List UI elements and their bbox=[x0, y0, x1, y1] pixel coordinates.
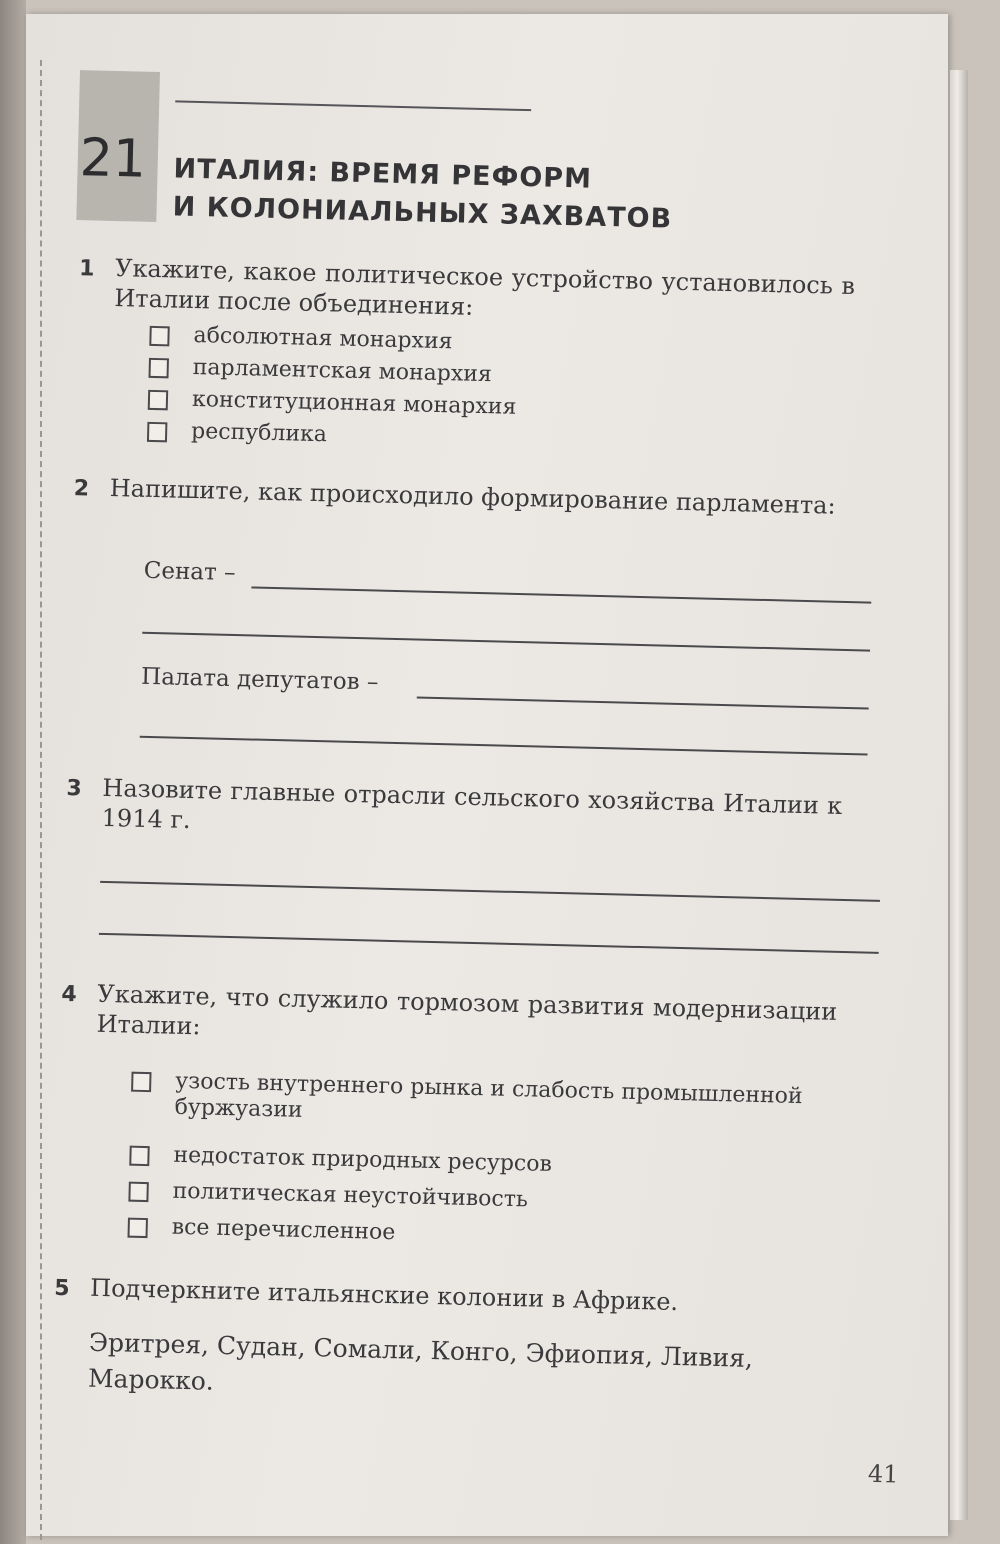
option-label: республика bbox=[190, 418, 328, 448]
cut-line bbox=[40, 60, 42, 1540]
checkbox[interactable] bbox=[131, 1072, 151, 1092]
option-label: недостаток природных ресурсов bbox=[173, 1142, 553, 1177]
option-label: абсолютная монархия bbox=[193, 322, 453, 355]
option-label: узость внутреннего рынка и слабость промышленной буржуазии bbox=[174, 1068, 803, 1123]
senate-label: Сенат – bbox=[143, 557, 236, 587]
question-number: 5 bbox=[53, 1275, 70, 1302]
book-spine bbox=[0, 0, 26, 1544]
option-label: все перечисленное bbox=[171, 1214, 396, 1246]
checkbox[interactable] bbox=[127, 1218, 147, 1238]
checkbox[interactable] bbox=[129, 1146, 149, 1166]
checkbox[interactable] bbox=[147, 422, 167, 442]
lesson-number: 21 bbox=[79, 128, 147, 190]
question-text: Укажите, какое политическое устройство установилось в Италии после объединения: bbox=[114, 254, 856, 321]
question-text: Подчеркните итальянские колонии в Африке. bbox=[89, 1273, 679, 1317]
checkbox[interactable] bbox=[149, 326, 169, 346]
question-number: 3 bbox=[66, 775, 83, 802]
option-label: политическая неустойчивость bbox=[172, 1178, 529, 1213]
question-number: 2 bbox=[73, 476, 90, 502]
question-text: Напишите, как происходило формирование парламента: bbox=[109, 473, 836, 520]
checkbox[interactable] bbox=[128, 1182, 148, 1202]
lesson-title-line-2: И КОЛОНИАЛЬНЫХ ЗАХВАТОВ bbox=[172, 191, 673, 235]
page-number: 41 bbox=[867, 1459, 899, 1489]
colonies-list[interactable]: Эритрея, Судан, Сомали, Конго, Эфиопия, Ливия, Марокко. bbox=[87, 1327, 754, 1396]
option-label: парламентская монархия bbox=[192, 354, 493, 388]
page-edge bbox=[950, 70, 968, 1520]
lesson-title bbox=[172, 150, 734, 240]
option-label: конституционная монархия bbox=[191, 386, 517, 420]
lesson-title-line-1: ИТАЛИЯ: ВРЕМЯ РЕФОРМ bbox=[173, 153, 593, 195]
question-text: Укажите, что служило тормозом развития модернизации Италии: bbox=[96, 979, 838, 1041]
question-number: 4 bbox=[61, 981, 78, 1008]
checkbox[interactable] bbox=[148, 358, 168, 378]
checkbox[interactable] bbox=[148, 390, 168, 410]
question-number: 1 bbox=[78, 256, 95, 282]
question-text: Назовите главные отрасли сельского хозяйства Италии к 1914 г. bbox=[101, 773, 843, 835]
chamber-of-deputies-label: Палата депутатов – bbox=[140, 663, 379, 696]
